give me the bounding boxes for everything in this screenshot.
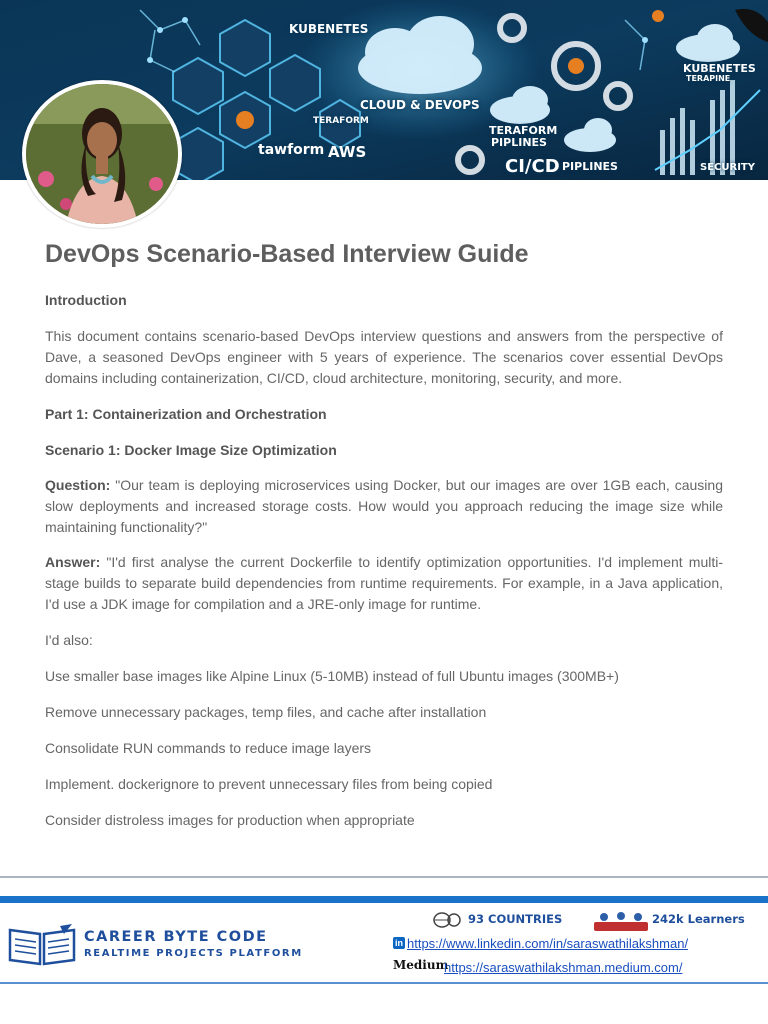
medium-label: Medium [393, 958, 449, 972]
page-title: DevOps Scenario-Based Interview Guide [45, 240, 529, 268]
introduction-paragraph: This document contains scenario-based DevOps interview questions and answers from the perspective of Dave, a seasoned DevOps engineer with 5 years of experience. The scenarios cover essential DevOps domains including containerization, CI/CD, cloud architecture, monitoring, security, and more. [45, 328, 723, 386]
banner-label-security: SECURITY [700, 162, 755, 173]
list-item: Use smaller base images like Alpine Linux (5-10MB) instead of full Ubuntu images (300MB+) [45, 668, 619, 684]
scenario-heading: Scenario 1: Docker Image Size Optimization [45, 442, 337, 458]
countries-count: 93 COUNTRIES [468, 912, 563, 926]
banner-label-teraform: TERAFORM [313, 116, 369, 126]
banner-label-terapine: TERAPINE [686, 74, 731, 83]
list-item: Consider distroless images for production when appropriate [45, 812, 415, 828]
book-logo-icon [8, 924, 76, 966]
banner-label-kubernetes-2: KUBENETES [683, 62, 756, 75]
question-text: "Our team is deploying microservices using Docker, but our images are over 1GB each, causing slow deployments and increased storage costs. How would you approach reducing the image size while maintaining functionality?" [45, 477, 723, 535]
question-paragraph [45, 475, 723, 538]
banner-label-teraform-2: TERAFORM [489, 124, 558, 137]
part-heading: Part 1: Containerization and Orchestration [45, 406, 327, 422]
banner-label-tawform: tawform [258, 142, 325, 158]
list-item: Consolidate RUN commands to reduce image layers [45, 740, 372, 756]
linkedin-icon: in [395, 938, 403, 948]
medium-link[interactable]: https://saraswathilakshman.medium.com/ [444, 960, 683, 975]
also-text: I'd also: [45, 632, 93, 648]
list-item: Remove unnecessary packages, temp files, and cache after installation [45, 704, 487, 720]
globe-icon [433, 911, 461, 929]
banner-label-kubernetes: KUBENETES [289, 22, 369, 36]
footer-blue-bar [0, 896, 768, 903]
brand-name: CAREER BYTE CODE [84, 929, 268, 945]
linkedin-link[interactable]: https://www.linkedin.com/in/saraswathilakshman/ [407, 936, 689, 951]
answer-paragraph [45, 552, 723, 615]
banner-label-cloud-devops: CLOUD & DEVOPS [360, 98, 480, 112]
banner-label-piplines-1: PIPLINES [491, 136, 547, 149]
banner-label-aws: AWS [328, 143, 367, 161]
question-label: Question: [45, 477, 111, 493]
author-photo [26, 84, 178, 224]
list-item: Implement. dockerignore to prevent unnecessary files from being copied [45, 776, 493, 792]
author-avatar [22, 80, 182, 228]
banner-label-piplines-2: PIPLINES [562, 160, 618, 173]
introduction-heading: Introduction [45, 292, 127, 308]
brand-tagline: REALTIME PROJECTS PLATFORM [84, 948, 303, 959]
learners-group-icon [594, 910, 648, 932]
footer-divider-bottom [0, 982, 768, 984]
banner-label-cicd: CI/CD [505, 156, 560, 177]
learners-count: 242k Learners [652, 912, 745, 926]
answer-label: Answer: [45, 554, 101, 570]
answer-text: "I'd first analyse the current Dockerfile to identify optimization opportunities. I'd implement multi-stage builds to separate build dependencies from runtime requirements. For example, in a Java application, I'd use a JDK image for compilation and a JRE-only image for runtime. [45, 554, 723, 612]
footer-divider-top [0, 876, 768, 878]
